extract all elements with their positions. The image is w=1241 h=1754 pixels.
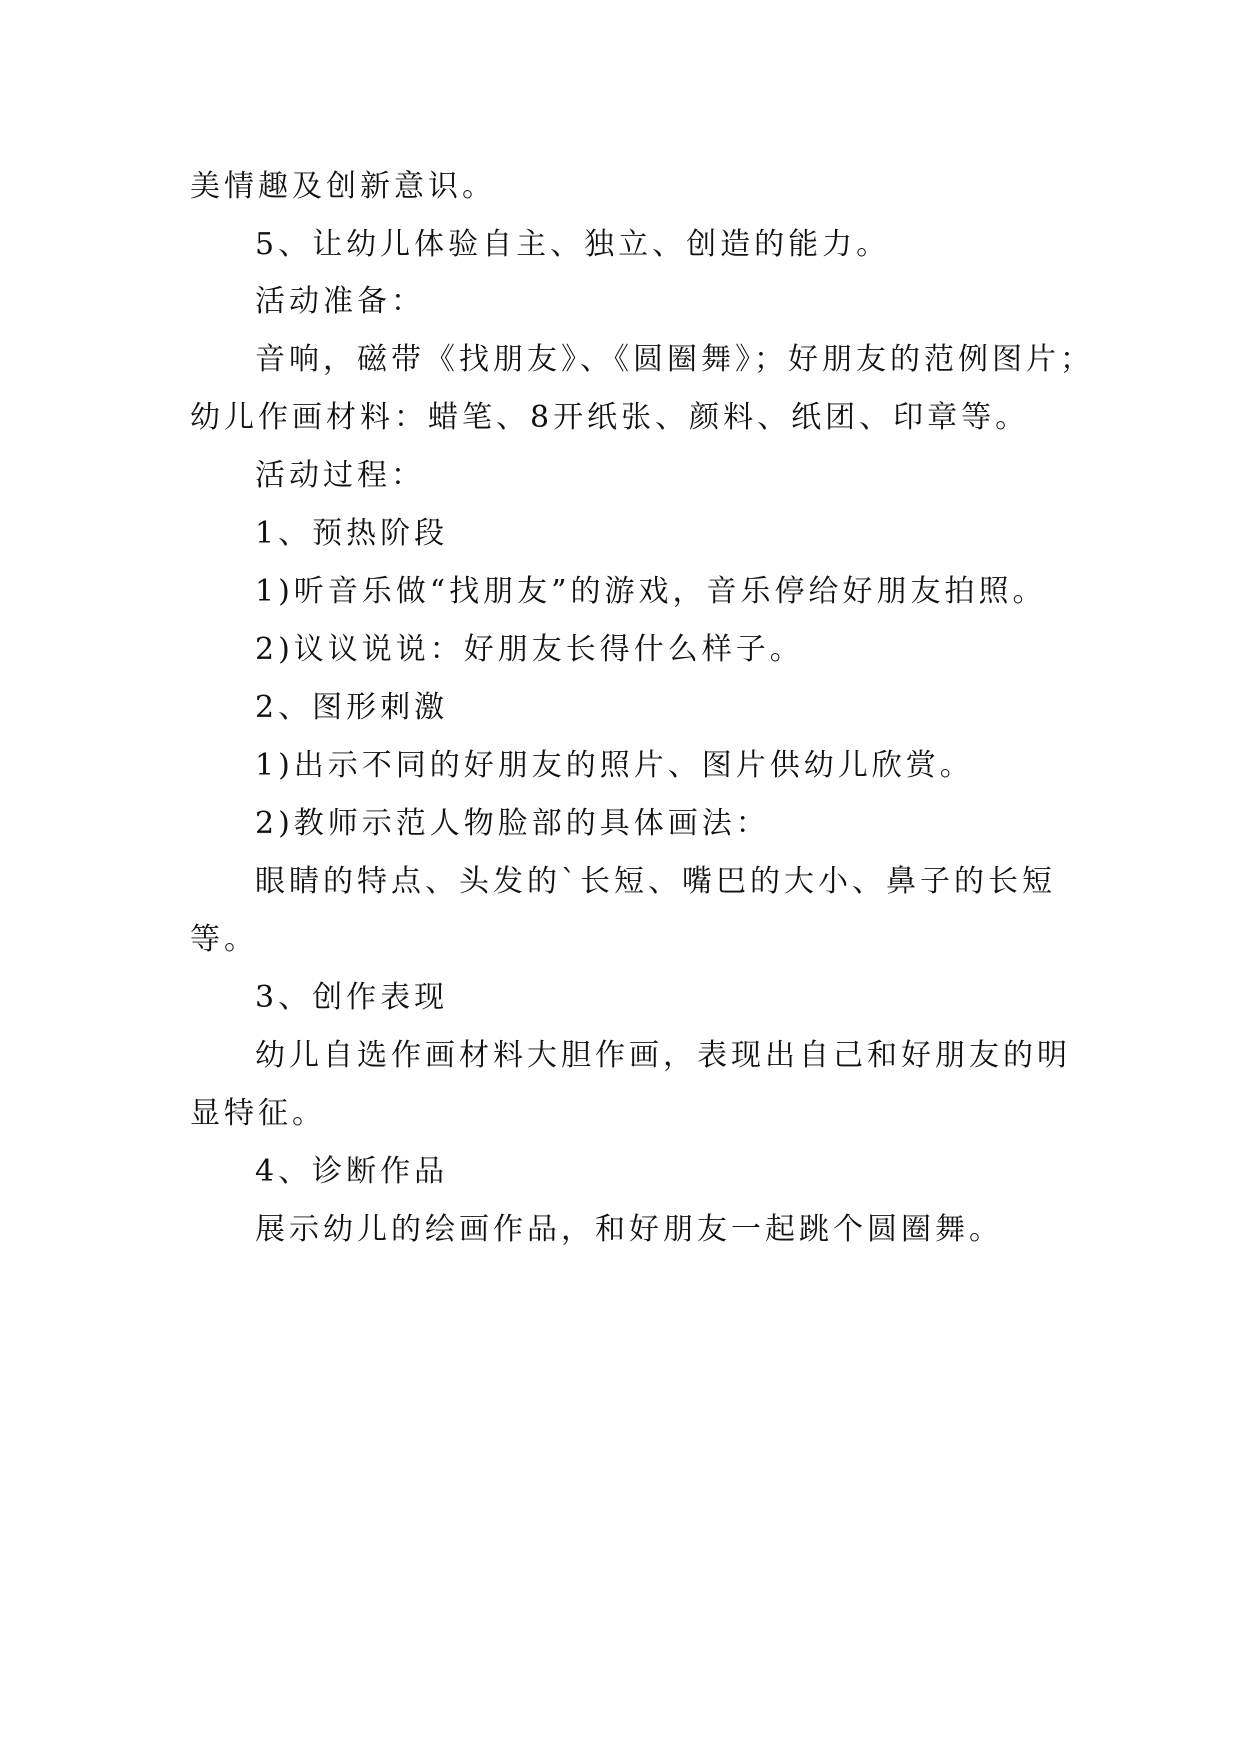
step-heading: 3、创作表现 — [255, 980, 449, 1015]
text-line: 1)出示不同的好朋友的照片、图片供幼儿欣赏。 — [255, 748, 974, 783]
section-heading: 活动过程： — [255, 458, 425, 493]
text-line: 幼儿自选作画材料大胆作画，表现出自己和好朋友的明 — [255, 1038, 1071, 1073]
step-heading: 1、预热阶段 — [255, 516, 449, 551]
text-line: 展示幼儿的绘画作品，和好朋友一起跳个圆圈舞。 — [255, 1212, 1003, 1247]
section-heading: 活动准备： — [255, 284, 425, 319]
text-line: 音响，磁带《找朋友》、《圆圈舞》；好朋友的范例图片； — [255, 342, 1094, 377]
step-heading: 4、诊断作品 — [255, 1154, 449, 1189]
text-line: 眼睛的特点、头发的`长短、嘴巴的大小、鼻子的长短 — [255, 864, 1056, 899]
text-line: 显特征。 — [190, 1096, 326, 1131]
text-line: 1)听音乐做“找朋友”的游戏，音乐停给好朋友拍照。 — [255, 574, 1047, 609]
text-line: 2)教师示范人物脸部的具体画法： — [255, 806, 770, 841]
text-line: 幼儿作画材料：蜡笔、8开纸张、颜料、纸团、印章等。 — [190, 400, 1030, 435]
text-line: 美情趣及创新意识。 — [190, 169, 496, 204]
step-heading: 2、图形刺激 — [255, 690, 449, 725]
text-line: 2)议议说说：好朋友长得什么样子。 — [255, 632, 804, 667]
text-line: 等。 — [190, 922, 258, 957]
text-line: 5、让幼儿体验自主、独立、创造的能力。 — [255, 227, 891, 262]
